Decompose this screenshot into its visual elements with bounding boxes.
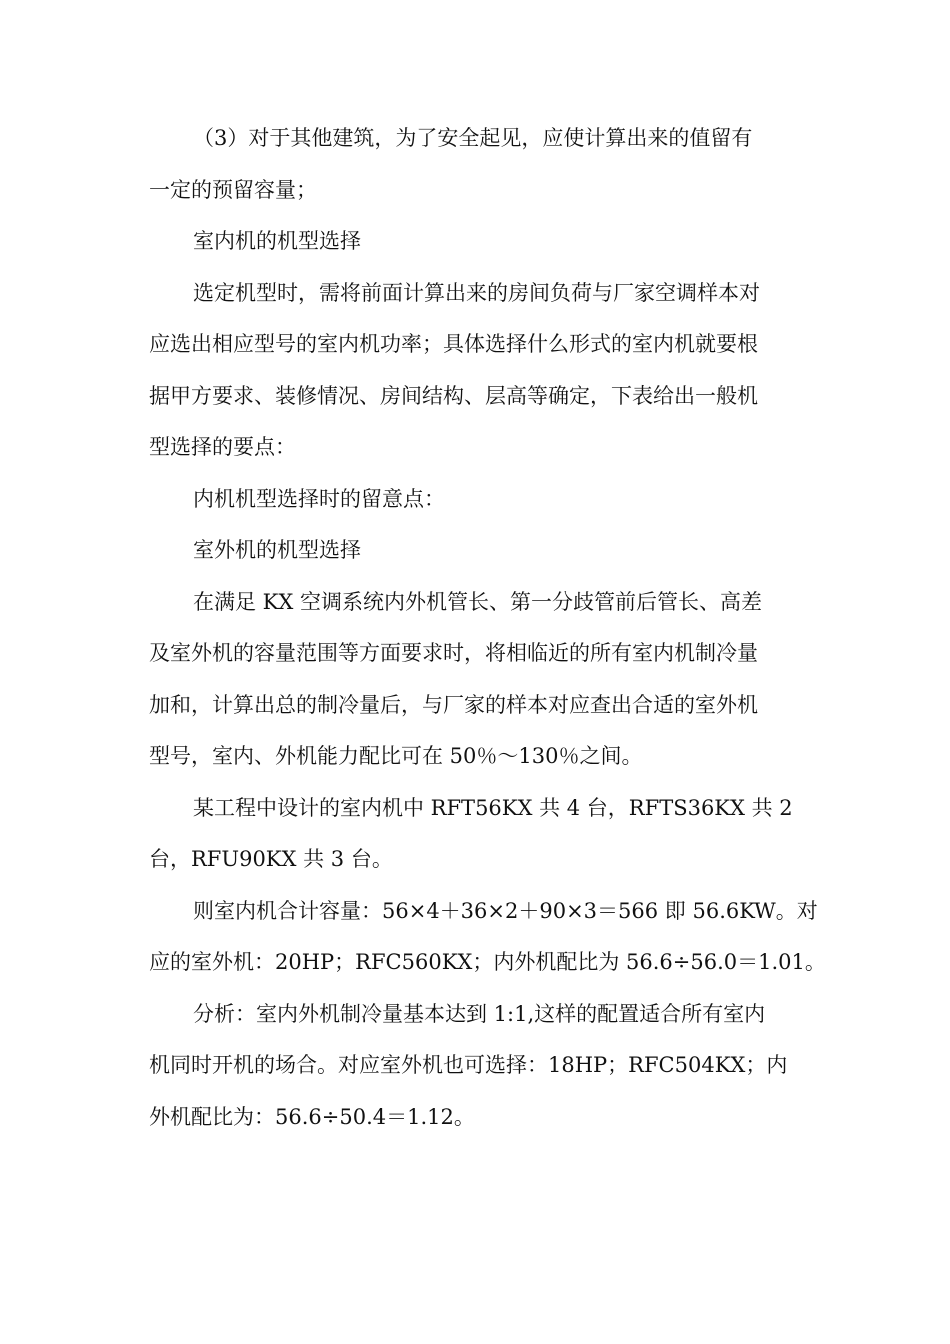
paragraph-line: 加和，计算出总的制冷量后，与厂家的样本对应查出合适的室外机	[149, 693, 758, 717]
paragraph-line: 在满足 KX 空调系统内外机管长、第一分歧管前后管长、高差	[193, 590, 762, 614]
paragraph-line: 某工程中设计的室内机中 RFT56KX 共 4 台，RFTS36KX 共 2	[193, 796, 793, 820]
paragraph-line: 据甲方要求、装修情况、房间结构、层高等确定，下表给出一般机	[149, 384, 758, 408]
section-heading: 室内机的机型选择	[193, 229, 361, 253]
paragraph-line: （3）对于其他建筑，为了安全起见，应使计算出来的值留有	[193, 126, 753, 150]
paragraph-line: 及室外机的容量范围等方面要求时，将相临近的所有室内机制冷量	[149, 641, 758, 665]
section-heading: 室外机的机型选择	[193, 538, 361, 562]
paragraph-line: 应选出相应型号的室内机功率；具体选择什么形式的室内机就要根	[149, 332, 758, 356]
paragraph-line: 台，RFU90KX 共 3 台。	[149, 847, 393, 871]
paragraph-line: 型号，室内、外机能力配比可在 50％～130％之间。	[149, 744, 643, 768]
paragraph-line: 选定机型时，需将前面计算出来的房间负荷与厂家空调样本对	[193, 281, 760, 305]
paragraph-line: 外机配比为：56.6÷50.4＝1.12。	[149, 1105, 475, 1129]
paragraph-line: 一定的预留容量；	[149, 178, 317, 202]
paragraph-line: 则室内机合计容量：56×4＋36×2＋90×3＝566 即 56.6KW。对	[193, 899, 818, 923]
paragraph-line: 内机机型选择时的留意点：	[193, 487, 445, 511]
paragraph-line: 分析：室内外机制冷量基本达到 1:1,这样的配置适合所有室内	[193, 1002, 766, 1026]
paragraph-line: 型选择的要点：	[149, 435, 296, 459]
paragraph-line: 机同时开机的场合。对应室外机也可选择：18HP；RFC504KX；内	[149, 1053, 788, 1077]
paragraph-line: 应的室外机：20HP；RFC560KX；内外机配比为 56.6÷56.0＝1.01。	[149, 950, 826, 974]
